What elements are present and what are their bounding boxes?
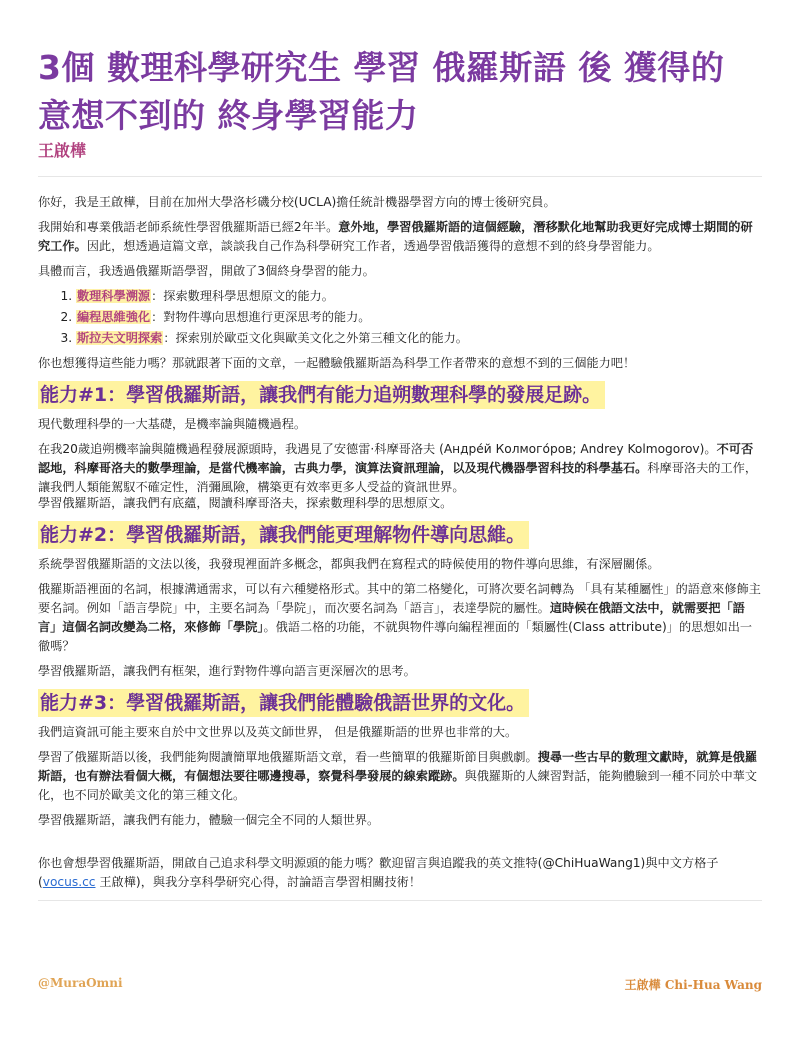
closing-paragraph: 你也會想學習俄羅斯語，開啟自己追求科學文明源頭的能力嗎？歡迎留言與追蹤我的英文推特(@ChiHuaWang1)與中文方格子(vocus.cc 王啟樺)，與我分享科學研究心得，討論語言學習相關技術！ bbox=[38, 856, 719, 889]
section-paragraph: 學習俄羅斯語，讓我們有底蘊，閱讀科摩哥洛夫，探索數理科學的思想原文。 bbox=[38, 496, 453, 510]
section-paragraph: 俄羅斯語裡面的名詞，根據溝通需求，可以有六種變格形式。其中的第二格變化，可將次要名詞轉為 「具有某種屬性」的語意來修飾主要名詞。例如「語言學院」中，主要名詞為「學院」，而次要名詞為「語言」，表達學院的屬性。這時候在俄語文法中，就需要把「語言」這個名詞改變為二格，來修飾「學院」。俄語二格的功能，不就與物件導向編程裡面的「類屬性(Class attribute)」的思想如出一徹嗎？ bbox=[38, 582, 761, 653]
section-heading-1: 能力#1：學習俄羅斯語，讓我們有能力追朔數理科學的發展足跡。 bbox=[38, 381, 605, 409]
intro-paragraph: 我開始和專業俄語老師系統性學習俄羅斯語已經2年半。意外地，學習俄羅斯語的這個經驗，潛移默化地幫助我更好完成博士期間的研究工作。因此，想透過這篇文章，談談我自己作為科學研究工作者，透過學習俄語獲得的意想不到的終身學習能力。 bbox=[38, 220, 753, 253]
footer-handle: @MuraOmni bbox=[38, 976, 123, 990]
ability-list bbox=[76, 287, 762, 348]
vocus-link[interactable]: vocus.cc bbox=[42, 875, 96, 889]
section-paragraph: 學習俄羅斯語，讓我們有能力，體驗一個完全不同的人類世界。 bbox=[38, 813, 380, 827]
list-item: 3. 斯拉夫文明探索：探索別於歐亞文化與歐美文化之外第三種文化的能力。 bbox=[76, 329, 762, 348]
intro-paragraph: 具體而言，我透過俄羅斯語學習，開啟了3個終身學習的能力。 bbox=[38, 264, 375, 278]
intro-paragraph: 你好，我是王啟樺，目前在加州大學洛杉磯分校(UCLA)擔任統計機器學習方向的博士後研究員。 bbox=[38, 195, 556, 209]
section-paragraph: 系統學習俄羅斯語的文法以後，我發現裡面許多概念，都與我們在寫程式的時候使用的物件導向思維，有深層關係。 bbox=[38, 557, 660, 571]
section-heading-2: 能力#2：學習俄羅斯語，讓我們能更理解物件導向思維。 bbox=[38, 521, 529, 549]
section-paragraph: 我們這資訊可能主要來自於中文世界以及英文師世界， 但是俄羅斯語的世界也非常的大。 bbox=[38, 725, 518, 739]
page-title: 3個 數理科學研究生 學習 俄羅斯語 後 獲得的 意想不到的 終身學習能力 bbox=[38, 48, 725, 135]
list-item: 2. 編程思維強化：對物件導向思想進行更深思考的能力。 bbox=[76, 308, 762, 327]
section-paragraph: 現代數理科學的一大基礎，是機率論與隨機過程。 bbox=[38, 417, 307, 431]
intro-paragraph: 你也想獲得這些能力嗎？那就跟著下面的文章，一起體驗俄羅斯語為科學工作者帶來的意想不到的三個能力吧！ bbox=[38, 356, 636, 370]
divider bbox=[38, 900, 762, 901]
list-item: 1. 數理科學溯源：探索數理科學思想原文的能力。 bbox=[76, 287, 762, 306]
author-name: 王啟樺 bbox=[38, 141, 87, 160]
section-paragraph: 學習俄羅斯語，讓我們有框架，進行對物件導向語言更深層次的思考。 bbox=[38, 664, 416, 678]
article bbox=[38, 44, 762, 901]
divider bbox=[38, 176, 762, 177]
section-paragraph: 學習了俄羅斯語以後，我們能夠閱讀簡單地俄羅斯語文章，看一些簡單的俄羅斯節目與戲劇。搜尋一些古早的數理文獻時，就算是俄羅斯語，也有辦法看個大概，有個想法要往哪邊搜尋，察覺科學發展的線索蹤跡。與俄羅斯的人練習對話，能夠體驗到一種不同於中華文化，也不同於歐美文化的第三種文化。 bbox=[38, 750, 758, 802]
footer-author: 王啟樺 Chi-Hua Wang bbox=[624, 978, 762, 992]
section-paragraph: 在我20歲追朔機率論與隨機過程發展源頭時，我遇見了安德雷·科摩哥洛夫 (Андре́й Колмого́ров; Andrey Kolmogorov)。不可否認地，科摩哥洛夫的數學理論，是當代機率論，古典力學，演算法資訊理論，以及現代機器學習科技的科學基石。科摩哥洛夫的工作，讓我們人類能駕馭不確定性，消彌風險，構築更有效率更多人受益的資訊世界。 bbox=[38, 442, 758, 494]
section-heading-3: 能力#3：學習俄羅斯語，讓我們能體驗俄語世界的文化。 bbox=[38, 689, 529, 717]
article-body bbox=[38, 193, 762, 901]
